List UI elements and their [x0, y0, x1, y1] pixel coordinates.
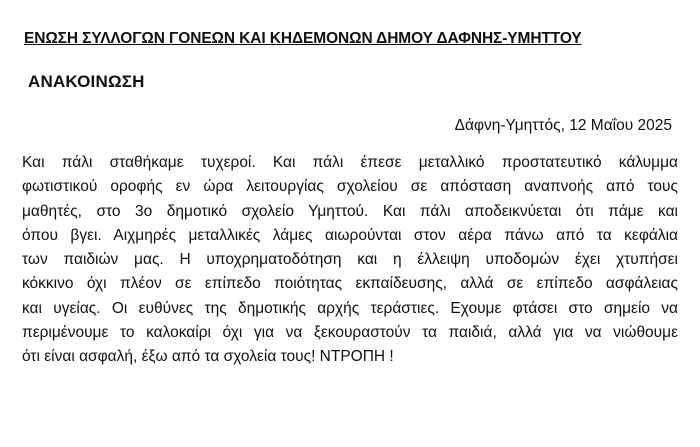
announcement-body	[22, 151, 678, 370]
body-line-last: ότι είναι ασφαλή, έξω από τα σχολεία τους! ΝΤΡΟΠΗ !	[22, 348, 394, 366]
body-line: κόκκινο όχι πλέον σε επίπεδο ποιότητας εκπαίδευσης, αλλά σε επίπεδο ασφάλειας	[22, 275, 678, 293]
body-line: των παιδιών μας. Η υποχρηματοδότηση και η έλλειψη υποδομών έχει χτυπήσει	[22, 251, 678, 269]
body-line: περιμένουμε το καλοκαίρι όχι για να ξεκουραστούν τα παιδιά, αλλά για να νιώθουμε	[22, 324, 678, 342]
body-line: φωτιστικού οροφής εν ώρα λειτουργίας σχολείου σε απόσταση αναπνοής από τους	[22, 178, 678, 196]
body-line: μαθητές, στο 3ο δημοτικό σχολείο Υμηττού. Και πάλι αποδεικνύεται ότι πάμε και	[22, 202, 678, 220]
place-date: Δάφνη-Υμηττός, 12 Μαΐου 2025	[454, 117, 672, 134]
document-type-heading: ΑΝΑΚΟΙΝΩΣΗ	[28, 72, 145, 91]
body-line: όπου βγει. Αιχμηρές μεταλλικές λάμες αιωρούνται στον αέρα πάνω από τα κεφάλια	[22, 226, 678, 244]
organization-title: ΕΝΩΣΗ ΣΥΛΛΟΓΩΝ ΓΟΝΕΩΝ ΚΑΙ ΚΗΔΕΜΟΝΩΝ ΔΗΜΟΥ ΔΑΦΝΗΣ-ΥΜΗΤΤΟΥ	[24, 30, 582, 47]
body-line: και υγείας. Οι ευθύνες της δημοτικής αρχής τεράστιες. Εχουμε φτάσει στο σημείο να	[22, 299, 678, 317]
body-line: Και πάλι σταθήκαμε τυχεροί. Και πάλι έπεσε μεταλλικό προστατευτικό κάλυμμα	[22, 154, 678, 171]
